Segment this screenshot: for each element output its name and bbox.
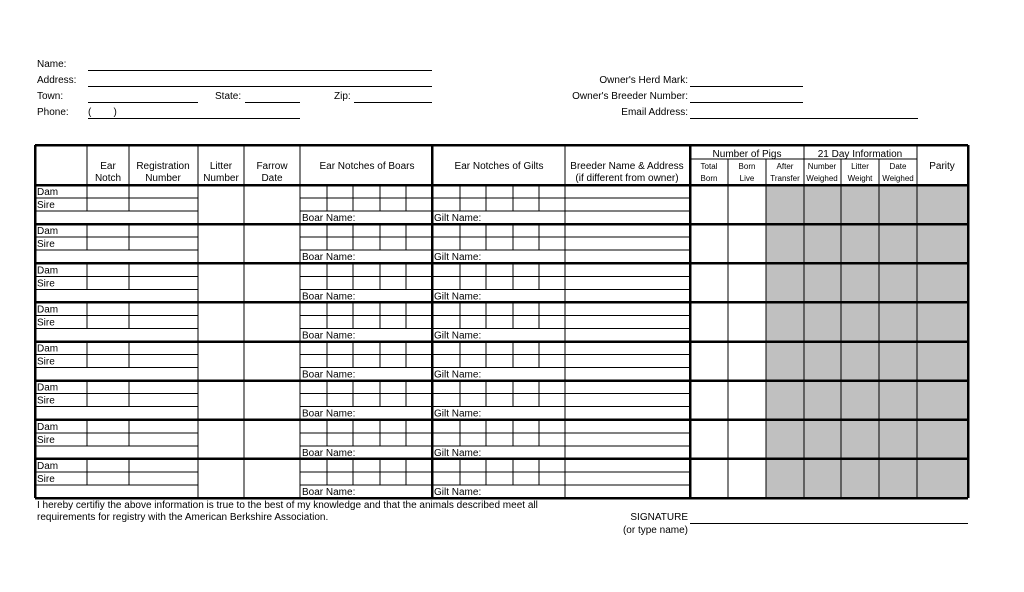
state-label: State: — [215, 91, 242, 102]
date-weighed-header-2: Weighed — [882, 174, 914, 183]
sire-label: Sire — [37, 473, 55, 485]
address-field[interactable] — [88, 86, 432, 87]
table-row-labels — [37, 187, 481, 498]
gilt-name-label: Gilt Name: — [434, 486, 482, 498]
sire-label: Sire — [37, 200, 55, 212]
boar-name-label: Boar Name: — [302, 408, 356, 420]
litter-weight-header-1: Litter — [851, 162, 869, 171]
signature-label: SIGNATURE — [630, 512, 688, 523]
day21-info-header: 21 Day Information — [817, 149, 903, 160]
certification-line-2: requirements for registry with the American Berkshire Association. — [37, 512, 329, 523]
dam-label: Dam — [37, 304, 59, 316]
herd-mark-label: Owner's Herd Mark: — [599, 75, 688, 86]
phone-label: Phone: — [37, 107, 69, 118]
boar-name-label: Boar Name: — [302, 330, 356, 342]
dam-label: Dam — [37, 265, 59, 277]
sire-label: Sire — [37, 434, 55, 446]
sire-label: Sire — [37, 278, 55, 290]
certification-line-1: I hereby certifiy the above information is true to the best of my knowledge and that the animals described meet all — [37, 500, 538, 511]
boar-name-label: Boar Name: — [302, 291, 356, 303]
gilt-name-label: Gilt Name: — [434, 330, 482, 342]
after-transfer-header-2: Transfer — [770, 174, 800, 183]
litter-number-header-1: Litter — [209, 161, 233, 172]
gilt-name-label: Gilt Name: — [434, 213, 482, 225]
number-weighed-header-2: Weighed — [806, 174, 838, 183]
born-live-header-2: Live — [739, 174, 755, 183]
breeder-name-header-2: (if different from owner) — [575, 173, 679, 184]
name-label: Name: — [37, 59, 67, 70]
dam-label: Dam — [37, 343, 59, 355]
phone-area-code: ( ) — [88, 107, 117, 118]
boar-name-label: Boar Name: — [302, 369, 356, 381]
gilt-name-label: Gilt Name: — [434, 291, 482, 303]
sire-label: Sire — [37, 317, 55, 329]
sire-label: Sire — [37, 395, 55, 407]
email-label: Email Address: — [621, 107, 688, 118]
ear-notch-header-1: Ear — [100, 161, 116, 172]
parity-header: Parity — [929, 161, 955, 172]
boar-notches-header: Ear Notches of Boars — [319, 161, 415, 172]
boar-name-label: Boar Name: — [302, 213, 356, 225]
date-weighed-header-1: Date — [889, 162, 907, 171]
after-transfer-header-1: After — [776, 162, 794, 171]
litter-weight-header-2: Weight — [847, 174, 873, 183]
signature-field[interactable] — [690, 523, 968, 524]
total-born-header-2: Born — [700, 174, 718, 183]
table-grid — [35, 145, 917, 498]
gilt-name-label: Gilt Name: — [434, 252, 482, 264]
registration-number-header-1: Registration — [136, 161, 190, 172]
ear-notch-header-2: Notch — [94, 173, 122, 184]
number-weighed-header-1: Number — [807, 162, 837, 171]
gilt-name-label: Gilt Name: — [434, 408, 482, 420]
name-field[interactable] — [88, 70, 432, 71]
born-live-header-1: Born — [738, 162, 756, 171]
breeder-number-label: Owner's Breeder Number: — [572, 91, 688, 102]
dam-label: Dam — [37, 226, 59, 238]
farrow-date-header-1: Farrow — [256, 161, 288, 172]
address-label: Address: — [37, 75, 77, 86]
gilt-name-label: Gilt Name: — [434, 447, 482, 459]
sire-label: Sire — [37, 239, 55, 251]
boar-name-label: Boar Name: — [302, 486, 356, 498]
town-field[interactable] — [88, 102, 198, 103]
zip-label: Zip: — [334, 91, 351, 102]
litter-number-header-2: Number — [203, 173, 239, 184]
breeder-number-field[interactable] — [690, 102, 803, 103]
gilt-notches-header: Ear Notches of Gilts — [454, 161, 544, 172]
dam-label: Dam — [37, 421, 59, 433]
zip-field[interactable] — [354, 102, 432, 103]
email-field[interactable] — [690, 118, 918, 119]
phone-field[interactable] — [88, 118, 300, 119]
dam-label: Dam — [37, 460, 59, 472]
gilt-name-label: Gilt Name: — [434, 369, 482, 381]
table-subheader — [701, 162, 914, 183]
boar-name-label: Boar Name: — [302, 447, 356, 459]
table-thick-lines — [35, 145, 968, 498]
signature-note: (or type name) — [622, 525, 688, 536]
total-born-header-1: Total — [700, 162, 718, 171]
dam-label: Dam — [37, 382, 59, 394]
table-shading — [766, 185, 968, 498]
herd-mark-field[interactable] — [690, 86, 803, 87]
boar-name-label: Boar Name: — [302, 252, 356, 264]
town-label: Town: — [37, 91, 64, 102]
state-field[interactable] — [245, 102, 300, 103]
dam-label: Dam — [37, 187, 59, 198]
shaded-data-area — [766, 185, 968, 498]
breeder-name-header-1: Breeder Name & Address — [570, 161, 684, 172]
farrow-date-header-2: Date — [261, 173, 283, 184]
registration-number-header-2: Number — [145, 173, 181, 184]
number-of-pigs-header: Number of Pigs — [712, 149, 782, 160]
table-header — [95, 149, 955, 184]
sire-label: Sire — [37, 356, 55, 368]
